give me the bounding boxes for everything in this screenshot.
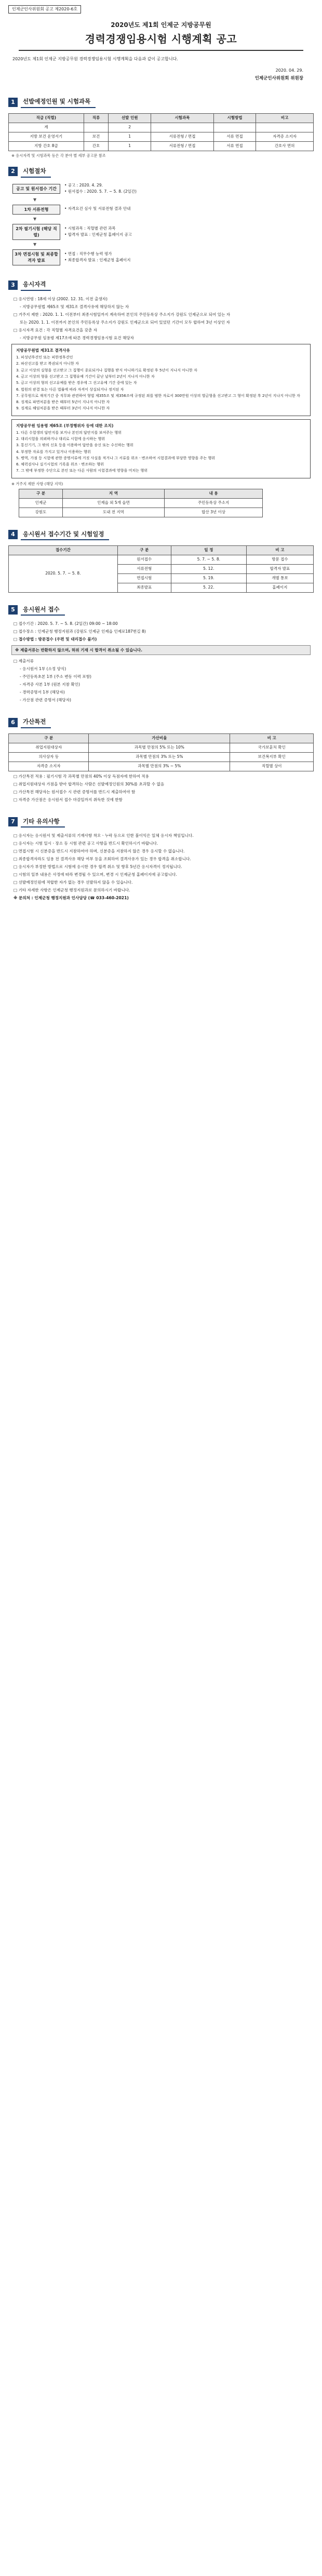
region-table-caption: ※ 거주지 제한 사항 (해당 지역) <box>11 481 63 486</box>
box-item: 1. 다른 수험생의 답안지를 보거나 본인의 답안지를 보여주는 행위 <box>16 430 122 435</box>
qualification-line: - 지방공무원 임용령 제17조에 따른 경력경쟁임용시험 요건 해당자 <box>20 336 135 341</box>
table-header: 지 역 <box>63 489 165 499</box>
box-item: 1. 피성년후견인 또는 피한정후견인 <box>16 355 73 360</box>
table-cell: 5. 22. <box>171 583 246 592</box>
table-cell: 5. 7. ~ 5. 8. <box>171 555 246 565</box>
table-row <box>19 508 263 517</box>
table-cell: 자격증 소지자 <box>9 762 89 771</box>
schedule-table <box>8 545 314 592</box>
table-cell: 인제군 <box>19 498 63 508</box>
table-cell: 간호사 면허 <box>256 141 314 151</box>
bonus-note: □ 가산특전 적용 : 필기시험 각 과목별 만점의 40% 이상 득점자에 한하여 적용 <box>14 773 149 779</box>
section-title: 응시자격 <box>21 279 51 291</box>
section-number: 7 <box>8 817 18 826</box>
bonus-note: □ 가산특전 해당자는 원서접수 시 관련 증명서를 반드시 제출하여야 함 <box>14 789 136 794</box>
section-6-heading <box>8 716 314 728</box>
notice-item: □ 응시자는 응시원서 및 제출서류의 기재사항 착오ㆍ누락 등으로 인한 불이익은 일체 응시자 책임입니다. <box>14 833 194 838</box>
table-cell: 보건 <box>84 132 108 141</box>
procedure-step-label: 2차 필기시험 (해당 직렬) <box>12 224 60 240</box>
table-header: 가산비율 <box>89 734 230 743</box>
reception-line: - 가산점 관련 증명서 (해당자) <box>20 698 72 703</box>
table-cell: 서류 면접 <box>213 141 256 151</box>
section-title: 시험절차 <box>21 166 51 178</box>
box-item: 4. 부정한 자료를 가지고 있거나 이용하는 행위 <box>16 449 91 454</box>
table-header: 비 고 <box>230 734 314 743</box>
section-number: 3 <box>8 281 18 290</box>
procedure-line: • 시험과목 : 직렬별 관련 과목 <box>64 225 116 231</box>
table-cell: 서류전형 / 면접 <box>151 141 214 151</box>
notice-item: □ 최종합격자라도 임용 전 결격사유 해당 여부 등을 조회하여 결격사유가 있는 경우 합격을 취소합니다. <box>14 857 191 862</box>
table-header: 직류 <box>84 114 108 123</box>
contact-line: ※ 문의처 : 인제군청 행정지원과 인사담당 (☎ 033-460-2021) <box>14 896 129 901</box>
arrow-down-icon: ▼ <box>33 217 37 222</box>
reception-line: □ 접수방법 : 방문접수 (우편 및 대리접수 불가) <box>14 637 97 642</box>
box-item: 3. 금고 이상의 실형을 선고받고 그 집행이 종료되거나 집행을 받지 아니하기로 확정된 후 5년이 지나지 아니한 자 <box>16 367 197 372</box>
table-header: 비고 <box>256 114 314 123</box>
section-title: 가산특전 <box>21 716 51 728</box>
box-item: 9. 징계로 해임처분을 받은 때부터 3년이 지나지 아니한 자 <box>16 406 110 411</box>
table-cell: 과목별 만점의 3% ~ 5% <box>89 762 230 771</box>
box-item: 7. 공무원으로 재직기간 중 직무와 관련하여 형법 제355조 및 제356조에 규정된 죄를 범한 자로서 300만원 이상의 벌금형을 선고받고 그 형이 확정된 후 2년이 지나지 아니한 자 <box>16 393 300 398</box>
table-cell <box>151 123 214 132</box>
notice-subtitle: 2020년도 제1회 인제군 지방공무원 <box>111 21 211 29</box>
reception-line: - 응시원서 1부 (소정 양식) <box>20 666 66 672</box>
section-2-heading <box>8 166 314 178</box>
reception-line: - 주민등록초본 1부 (주소 변동 이력 포함) <box>20 674 92 679</box>
procedure-line: • 원서접수 : 2020. 5. 7. ~ 5. 8. (2일간) <box>64 189 137 194</box>
procedure-line: • 공고 : 2020. 4. 29. <box>64 182 103 188</box>
table-cell: 개별 통보 <box>246 574 313 583</box>
procedure-step-label: 공고 및 원서접수 기간 <box>12 184 60 194</box>
table-cell: 자격증 소지자 <box>256 132 314 141</box>
table-row <box>9 743 314 752</box>
table-header: 구 분 <box>9 734 89 743</box>
section-4-heading <box>8 529 314 541</box>
table-cell: 서류 면접 <box>213 132 256 141</box>
qualification-line: □ 응시연령 : 18세 이상 (2002. 12. 31. 이전 출생자) <box>14 297 108 302</box>
table-cell <box>213 123 256 132</box>
section-title: 응시원서 접수 <box>21 604 65 616</box>
notice-item: □ 시험의 일부 내용은 사정에 따라 변경될 수 있으며, 변경 시 인제군청 홈페이지에 공고합니다. <box>14 872 177 877</box>
box-title: 지방공무원법 제31조 결격사유 <box>16 348 70 353</box>
table-cell: 과목별 만점의 3% 또는 5% <box>89 752 230 762</box>
qualification-line: □ 거주지 제한 : 2020. 1. 1. 이전부터 최종시험일까지 계속하여 본인의 주민등록상 주소지가 강원도 인제군으로 되어 있는 자 <box>14 312 231 317</box>
box-item: 3. 통신기기, 그 밖의 신호 등을 이용하여 답안을 송신 또는 수신하는 행위 <box>16 443 133 448</box>
disqualification-box <box>11 344 311 416</box>
table-cell: 지방 보건 운영서기 <box>9 132 84 141</box>
qualification-line: 또는 2020. 1. 1. 이전까지 본인의 주민등록상 주소지가 강원도 인제군으로 되어 있었던 기간이 모두 합하여 3년 이상인 자 <box>20 320 230 325</box>
table-cell: 합격자 발표 <box>246 565 313 574</box>
table-row <box>9 141 314 151</box>
procedure-step-desc <box>64 206 130 212</box>
table-cell: 최종발표 <box>117 583 171 592</box>
recruitment-table <box>8 113 314 151</box>
reception-line: - 경력증명서 1부 (해당자) <box>20 690 65 695</box>
table-cell: 홈페이지 <box>246 583 313 592</box>
table-row <box>9 132 314 141</box>
box-item: 5. 병역, 가점 등 시험에 관한 증명서류에 거짓 사실을 적거나 그 서류를 위조ㆍ변조하여 시험결과에 부당한 영향을 주는 행위 <box>16 455 216 460</box>
bonus-note: □ 자격증 가산점은 응시원서 접수 마감일까지 취득한 것에 한함 <box>14 797 123 802</box>
table-header: 내 용 <box>164 489 263 499</box>
table-row <box>9 123 314 132</box>
section-number: 4 <box>8 530 18 539</box>
section-title: 기타 유의사항 <box>21 816 65 828</box>
table-cell: 방문 접수 <box>246 555 313 565</box>
box-item: 6. 체력검사나 실기시험의 기록을 위조ㆍ변조하는 행위 <box>16 462 104 467</box>
misconduct-box <box>11 419 311 478</box>
notice-item: □ 응시자는 시험 일시ㆍ장소 등 시험 관련 공고 사항을 반드시 확인하시기 바랍니다. <box>14 841 158 846</box>
notice-tag: 인제군인사위원회 공고 제2020-6호 <box>8 5 81 14</box>
procedure-line: • 면접 : 직무수행 능력 평가 <box>64 251 112 257</box>
table-cell: 국가보훈처 확인 <box>230 743 314 752</box>
reception-line: □ 접수장소 : 인제군청 행정지원과 (강원도 인제군 인제읍 인제로187번길 8) <box>14 629 146 634</box>
table-header: 접수기간 <box>9 546 118 555</box>
table-row <box>9 762 314 771</box>
section-number: 1 <box>8 98 18 107</box>
table-header: 직급 (직렬) <box>9 114 84 123</box>
table-cell: 계 <box>9 123 84 132</box>
table-cell: 주민등록상 주소지 <box>164 498 263 508</box>
procedure-line: • 합격자 발표 : 인제군청 홈페이지 공고 <box>64 232 132 237</box>
table-cell: 원서접수 <box>117 555 171 565</box>
notice-title: 경력경쟁임용시험 시행계획 공고 <box>19 32 303 51</box>
table-note: ※ 응시자격 및 시험과목 등은 각 분야 별 세부 공고문 참조 <box>11 153 106 158</box>
table-cell: 직렬별 상이 <box>230 762 314 771</box>
box-item: 7. 그 밖에 부정한 수단으로 본인 또는 다른 사람의 시험결과에 영향을 미치는 행위 <box>16 468 148 473</box>
section-3-heading <box>8 279 314 291</box>
table-cell: 도내 전 지역 <box>63 508 165 517</box>
section-title: 선발예정인원 및 시험과목 <box>21 96 96 108</box>
procedure-step-desc <box>64 183 137 195</box>
arrow-down-icon: ▼ <box>33 197 37 202</box>
arrow-down-icon: ▼ <box>33 242 37 247</box>
section-number: 5 <box>8 605 18 615</box>
notice-item: □ 면접시험 시 신분증을 반드시 지참하여야 하며, 신분증을 지참하지 않은 경우 응시할 수 없습니다. <box>14 849 185 854</box>
table-cell <box>84 123 108 132</box>
table-cell: 1 <box>109 132 151 141</box>
qualification-line: - 지방공무원법 제65조 및 제31조 결격사유에 해당하지 않는 자 <box>20 304 129 310</box>
bonus-note: □ 취업지원대상자 가점을 받아 합격하는 사람은 선발예정인원의 30%를 초과할 수 없음 <box>14 781 165 786</box>
table-row <box>9 555 314 565</box>
table-cell: 취업지원대상자 <box>9 743 89 752</box>
table-cell: 5. 19. <box>171 574 246 583</box>
notice-item: □ 기타 자세한 사항은 인제군청 행정지원과로 문의하시기 바랍니다. <box>14 888 130 893</box>
table-cell: 보건복지부 확인 <box>230 752 314 762</box>
procedure-line: • 자격요건 심사 및 서류전형 결과 안내 <box>64 206 131 211</box>
reception-line: □ 접수기간 : 2020. 5. 7. ~ 5. 8. (2일간) 09:00 ~ 18:00 <box>14 621 118 626</box>
table-header: 일 정 <box>171 546 246 555</box>
notice-item: □ 선발예정인원에 적합한 자가 없는 경우 선발하지 않을 수 있습니다. <box>14 880 133 885</box>
table-cell: 간호 <box>84 141 108 151</box>
notice-date: 2020. 04. 29. <box>275 68 303 73</box>
procedure-step <box>12 224 314 240</box>
table-cell: 면접시험 <box>117 574 171 583</box>
section-5-heading <box>8 604 314 616</box>
box-item: 5. 금고 이상의 형의 선고유예를 받은 경우에 그 선고유예 기간 중에 있는 자 <box>16 380 137 385</box>
table-header: 비 고 <box>246 546 313 555</box>
box-item: 2. 파산선고를 받고 복권되지 아니한 자 <box>16 361 79 366</box>
table-row <box>19 498 263 508</box>
procedure-step-desc <box>64 226 132 238</box>
table-header: 시험과목 <box>151 114 214 123</box>
section-1-heading <box>8 96 314 108</box>
table-cell: 합산 3년 이상 <box>164 508 263 517</box>
notice-org: 인제군인사위원회 위원장 <box>254 76 303 82</box>
table-cell: 서류전형 <box>117 565 171 574</box>
table-header: 시험방법 <box>213 114 256 123</box>
qualification-line: □ 응시자격 요건 : 각 직렬별 자격요건을 갖춘 자 <box>14 328 98 333</box>
table-cell: 의사상자 등 <box>9 752 89 762</box>
table-cell: 2020. 5. 7. ~ 5. 8. <box>9 555 118 593</box>
section-title: 응시원서 접수기간 및 시험일정 <box>21 529 109 541</box>
box-item: 6. 법원의 판결 또는 다른 법률에 따라 자격이 상실되거나 정지된 자 <box>16 386 124 392</box>
bonus-table <box>8 733 314 771</box>
region-table <box>19 489 263 517</box>
exam-procedure <box>12 183 314 266</box>
section-number: 6 <box>8 718 18 727</box>
reception-warning: ※ 제출서류는 반환하지 않으며, 허위 기재 시 합격이 취소될 수 있습니다. <box>11 645 311 655</box>
box-item: 8. 징계로 파면처분을 받은 때부터 5년이 지나지 아니한 자 <box>16 399 110 405</box>
table-header: 구 분 <box>117 546 171 555</box>
procedure-step-label: 1차 서류전형 <box>12 205 60 215</box>
procedure-step <box>12 183 314 195</box>
table-cell: 인제읍 외 5개 읍면 <box>63 498 165 508</box>
table-cell: 과목별 만점의 5% 또는 10% <box>89 743 230 752</box>
procedure-step-label: 3차 면접시험 및 최종합격자 발표 <box>12 249 60 265</box>
box-item: 2. 대리시험을 의뢰하거나 대리로 시험에 응시하는 행위 <box>16 436 105 441</box>
reception-line: - 자격증 사본 1부 (원본 지참 확인) <box>20 682 81 687</box>
section-7-heading <box>8 816 314 828</box>
table-cell: 1 <box>109 141 151 151</box>
notice-intro: 2020년도 제1회 인제군 지방공무원 경력경쟁임용시험 시행계획을 다음과 같이 공고합니다. <box>12 56 178 61</box>
table-cell: 서류전형 / 면접 <box>151 132 214 141</box>
table-row <box>9 752 314 762</box>
table-cell <box>256 123 314 132</box>
table-header: 선발 인원 <box>109 114 151 123</box>
reception-line: □ 제출서류 <box>14 659 34 664</box>
procedure-step-desc <box>64 251 131 264</box>
table-cell: 강원도 <box>19 508 63 517</box>
table-cell: 지방 간호 8급 <box>9 141 84 151</box>
table-header: 구 분 <box>19 489 63 499</box>
table-cell: 5. 12. <box>171 565 246 574</box>
procedure-step <box>12 205 314 215</box>
procedure-line: • 최종합격자 발표 : 인제군청 홈페이지 <box>64 257 131 262</box>
table-cell: 2 <box>109 123 151 132</box>
box-item: 4. 금고 이상의 형을 선고받고 그 집행유예 기간이 끝난 날부터 2년이 지나지 아니한 자 <box>16 374 155 379</box>
box-title: 지방공무원 임용령 제65조 (부정행위자 등에 대한 조치) <box>16 423 114 428</box>
section-number: 2 <box>8 167 18 176</box>
notice-item: □ 응시자가 부정한 방법으로 시험에 응시한 경우 합격 취소 및 향후 5년간 응시자격이 정지됩니다. <box>14 864 182 870</box>
procedure-step <box>12 249 314 265</box>
